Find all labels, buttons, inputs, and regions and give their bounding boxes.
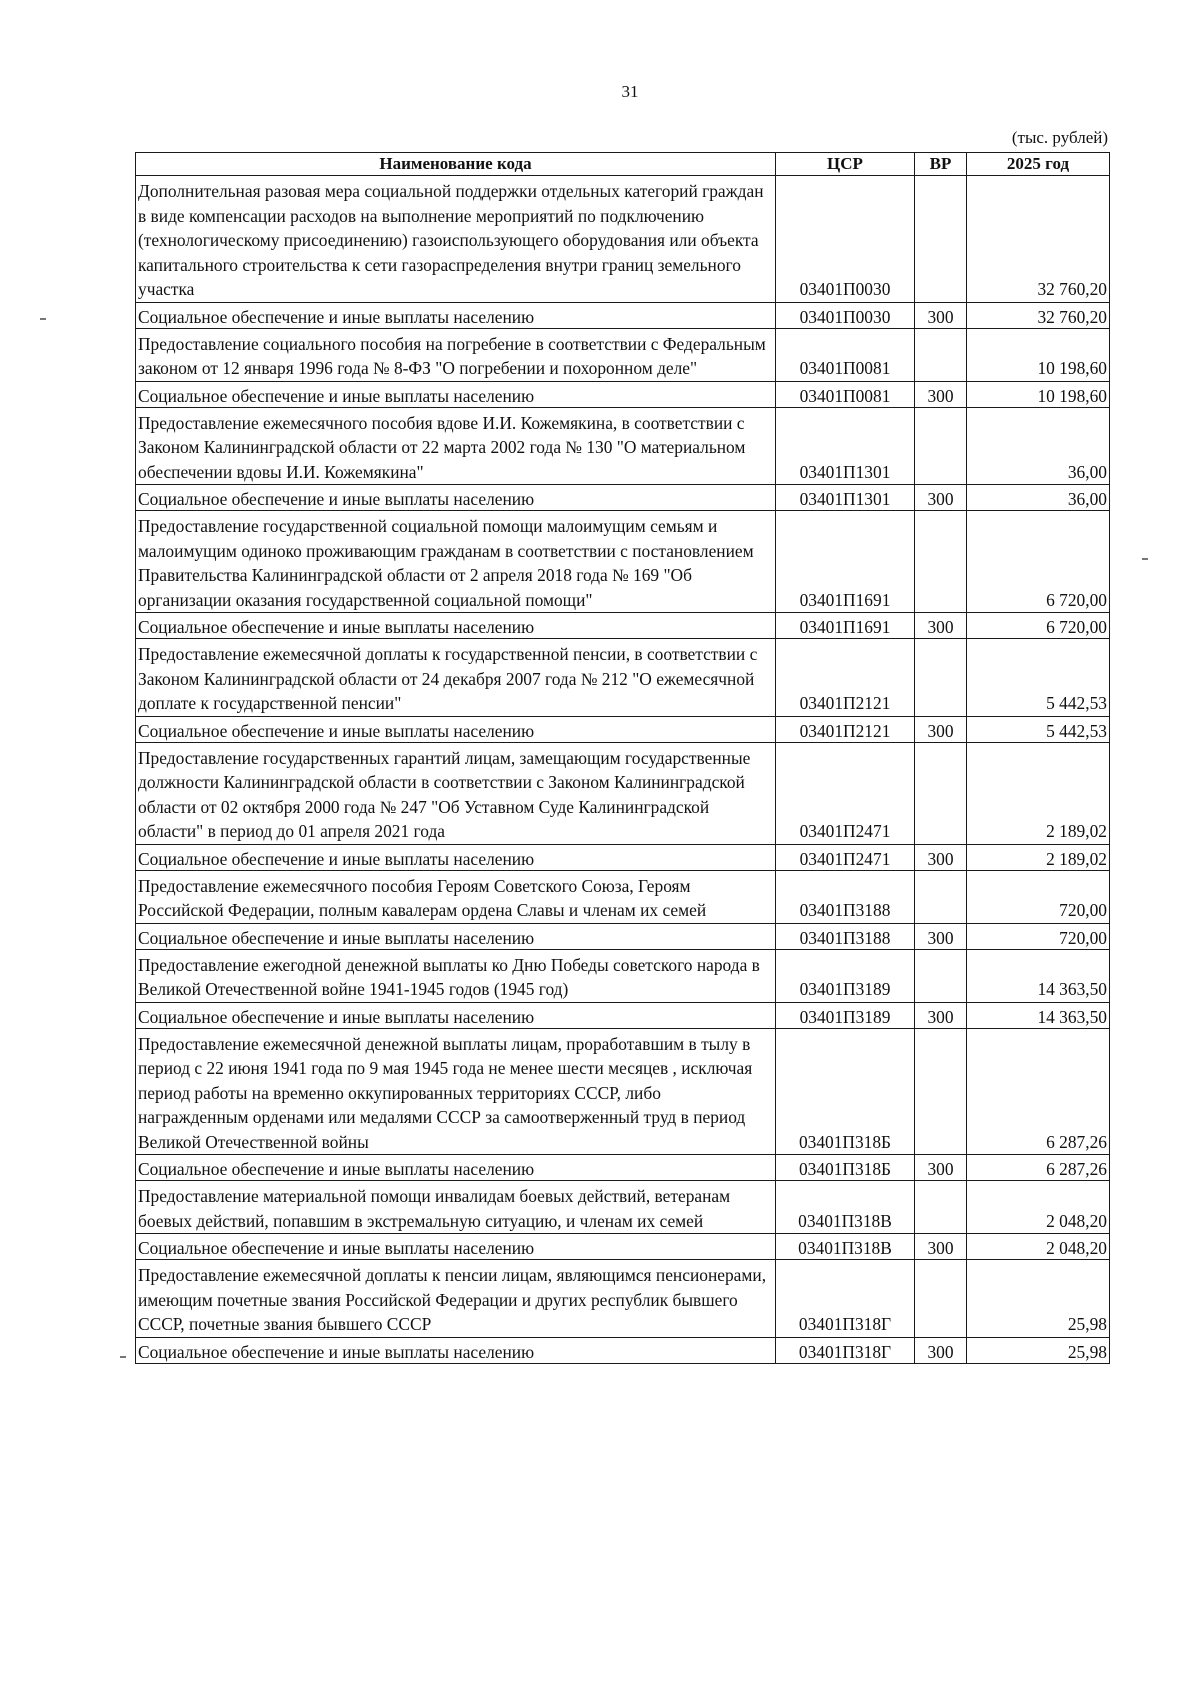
row-amount: 6 287,26 [967, 1155, 1110, 1181]
row-vr: 300 [915, 1337, 967, 1363]
budget-table [135, 152, 1110, 1364]
row-csr: 03401П3189 [776, 949, 915, 1002]
row-amount: 2 048,20 [967, 1181, 1110, 1234]
row-vr [915, 511, 967, 613]
row-csr: 03401П318Б [776, 1028, 915, 1155]
scan-mark [40, 318, 46, 320]
row-amount: 14 363,50 [967, 949, 1110, 1002]
header-name: Наименование кода [136, 153, 776, 176]
row-amount: 36,00 [967, 407, 1110, 485]
row-amount: 25,98 [967, 1260, 1110, 1338]
table-row [136, 1002, 1110, 1028]
row-amount: 2 189,02 [967, 844, 1110, 870]
row-csr: 03401П1301 [776, 407, 915, 485]
header-vr: ВР [915, 153, 967, 176]
row-vr: 300 [915, 844, 967, 870]
row-csr: 03401П0081 [776, 381, 915, 407]
row-csr: 03401П0081 [776, 328, 915, 381]
row-csr: 03401П318Г [776, 1337, 915, 1363]
row-name: Социальное обеспечение и иные выплаты населению [136, 844, 776, 870]
header-year: 2025 год [967, 153, 1110, 176]
table-row [136, 716, 1110, 742]
table-row [136, 176, 1110, 303]
row-vr: 300 [915, 302, 967, 328]
table-row [136, 302, 1110, 328]
row-amount: 6 720,00 [967, 511, 1110, 613]
row-vr: 300 [915, 613, 967, 639]
row-vr [915, 1181, 967, 1234]
row-amount: 14 363,50 [967, 1002, 1110, 1028]
row-name: Предоставление государственной социальной помощи малоимущим семьям и малоимущим одиноко проживающим гражданам в соответствии с постановлением Правительства Калининградской области от 2 апреля 2018 года № 169 "Об организации оказания государственной социальной помощи" [136, 511, 776, 613]
row-vr [915, 407, 967, 485]
row-name: Социальное обеспечение и иные выплаты населению [136, 613, 776, 639]
row-amount: 2 048,20 [967, 1234, 1110, 1260]
table-row [136, 407, 1110, 485]
row-name: Предоставление ежемесячной доплаты к пенсии лицам, являющимся пенсионерами, имеющим почетные звания Российской Федерации и других республик бывшего СССР, почетные звания бывшего СССР [136, 1260, 776, 1338]
row-name: Предоставление ежемесячной денежной выплаты лицам, проработавшим в тылу в период с 22 июня 1941 года по 9 мая 1945 года не менее шести месяцев , исключая период работы на временно оккупированных территориях СССР, либо награжденным орденами или медалями СССР за самоотверженный труд в период Великой Отечественной войны [136, 1028, 776, 1155]
row-csr: 03401П2471 [776, 844, 915, 870]
header-csr: ЦСР [776, 153, 915, 176]
row-vr [915, 328, 967, 381]
scan-mark [120, 1356, 126, 1358]
row-vr [915, 176, 967, 303]
row-name: Социальное обеспечение и иные выплаты населению [136, 716, 776, 742]
table-row [136, 742, 1110, 844]
row-amount: 32 760,20 [967, 302, 1110, 328]
row-vr: 300 [915, 1234, 967, 1260]
table-row [136, 485, 1110, 511]
row-csr: 03401П3188 [776, 923, 915, 949]
row-csr: 03401П318В [776, 1181, 915, 1234]
table-row [136, 949, 1110, 1002]
row-name: Предоставление социального пособия на погребение в соответствии с Федеральным законом от 12 января 1996 года № 8-ФЗ "О погребении и похоронном деле" [136, 328, 776, 381]
row-amount: 6 720,00 [967, 613, 1110, 639]
row-csr: 03401П3188 [776, 870, 915, 923]
table-row [136, 1181, 1110, 1234]
row-amount: 32 760,20 [967, 176, 1110, 303]
table-row [136, 844, 1110, 870]
row-csr: 03401П2471 [776, 742, 915, 844]
row-name: Социальное обеспечение и иные выплаты населению [136, 381, 776, 407]
page-number: 31 [621, 82, 639, 101]
row-csr: 03401П1301 [776, 485, 915, 511]
table-row [136, 1155, 1110, 1181]
row-vr: 300 [915, 381, 967, 407]
table-row [136, 1260, 1110, 1338]
row-name: Предоставление ежемесячного пособия Героям Советского Союза, Героям Российской Федерации, полным кавалерам ордена Славы и членам их семей [136, 870, 776, 923]
row-vr [915, 949, 967, 1002]
row-name: Социальное обеспечение и иные выплаты населению [136, 1002, 776, 1028]
row-name: Предоставление ежегодной денежной выплаты ко Дню Победы советского народа в Великой Отечественной войне 1941-1945 годов (1945 год) [136, 949, 776, 1002]
table-row [136, 381, 1110, 407]
row-csr: 03401П2121 [776, 639, 915, 717]
row-name: Социальное обеспечение и иные выплаты населению [136, 485, 776, 511]
row-name: Предоставление ежемесячной доплаты к государственной пенсии, в соответствии с Законом Калининградской области от 24 декабря 2007 года № 212 "О ежемесячной доплате к государственной пенсии" [136, 639, 776, 717]
row-name: Предоставление материальной помощи инвалидам боевых действий, ветеранам боевых действий, попавшим в экстремальную ситуацию, и членам их семей [136, 1181, 776, 1234]
table-header-row [136, 153, 1110, 176]
row-name: Социальное обеспечение и иные выплаты населению [136, 1234, 776, 1260]
table-row [136, 511, 1110, 613]
row-csr: 03401П318Г [776, 1260, 915, 1338]
row-amount: 5 442,53 [967, 639, 1110, 717]
row-vr: 300 [915, 923, 967, 949]
row-amount: 2 189,02 [967, 742, 1110, 844]
row-csr: 03401П2121 [776, 716, 915, 742]
table-row [136, 639, 1110, 717]
table-row [136, 870, 1110, 923]
row-csr: 03401П3189 [776, 1002, 915, 1028]
row-amount: 720,00 [967, 923, 1110, 949]
row-name: Социальное обеспечение и иные выплаты населению [136, 1155, 776, 1181]
row-csr: 03401П0030 [776, 302, 915, 328]
row-vr [915, 639, 967, 717]
row-amount: 6 287,26 [967, 1028, 1110, 1155]
row-csr: 03401П318В [776, 1234, 915, 1260]
row-amount: 10 198,60 [967, 328, 1110, 381]
row-name: Социальное обеспечение и иные выплаты населению [136, 923, 776, 949]
row-vr: 300 [915, 485, 967, 511]
row-amount: 25,98 [967, 1337, 1110, 1363]
row-name: Предоставление государственных гарантий лицам, замещающим государственные должности Калининградской области в соответствии с Законом Калининградской области от 02 октября 2000 года № 247 "Об Уставном Суде Калининградской области" в период до 01 апреля 2021 года [136, 742, 776, 844]
table-row [136, 1234, 1110, 1260]
row-amount: 36,00 [967, 485, 1110, 511]
table-row [136, 613, 1110, 639]
row-amount: 720,00 [967, 870, 1110, 923]
row-vr [915, 742, 967, 844]
row-name: Социальное обеспечение и иные выплаты населению [136, 1337, 776, 1363]
row-vr [915, 1260, 967, 1338]
row-csr: 03401П1691 [776, 613, 915, 639]
units-label: (тыс. рублей) [1011, 128, 1108, 147]
row-amount: 10 198,60 [967, 381, 1110, 407]
row-csr: 03401П318Б [776, 1155, 915, 1181]
row-amount: 5 442,53 [967, 716, 1110, 742]
row-csr: 03401П0030 [776, 176, 915, 303]
table-row [136, 923, 1110, 949]
row-vr [915, 870, 967, 923]
row-vr: 300 [915, 1155, 967, 1181]
row-name: Социальное обеспечение и иные выплаты населению [136, 302, 776, 328]
table-row [136, 328, 1110, 381]
row-name: Предоставление ежемесячного пособия вдове И.И. Кожемякина, в соответствии с Законом Калининградской области от 22 марта 2002 года № 130 "О материальном обеспечении вдовы И.И. Кожемякина" [136, 407, 776, 485]
row-vr: 300 [915, 716, 967, 742]
scan-mark [1142, 558, 1148, 560]
row-vr [915, 1028, 967, 1155]
table-row [136, 1028, 1110, 1155]
row-vr: 300 [915, 1002, 967, 1028]
row-csr: 03401П1691 [776, 511, 915, 613]
table-row [136, 1337, 1110, 1363]
row-name: Дополнительная разовая мера социальной поддержки отдельных категорий граждан в виде компенсации расходов на выполнение мероприятий по подключению (технологическому присоединению) газоиспользующего оборудования или объекта капитального строительства к сети газораспределения внутри границ земельного участка [136, 176, 776, 303]
